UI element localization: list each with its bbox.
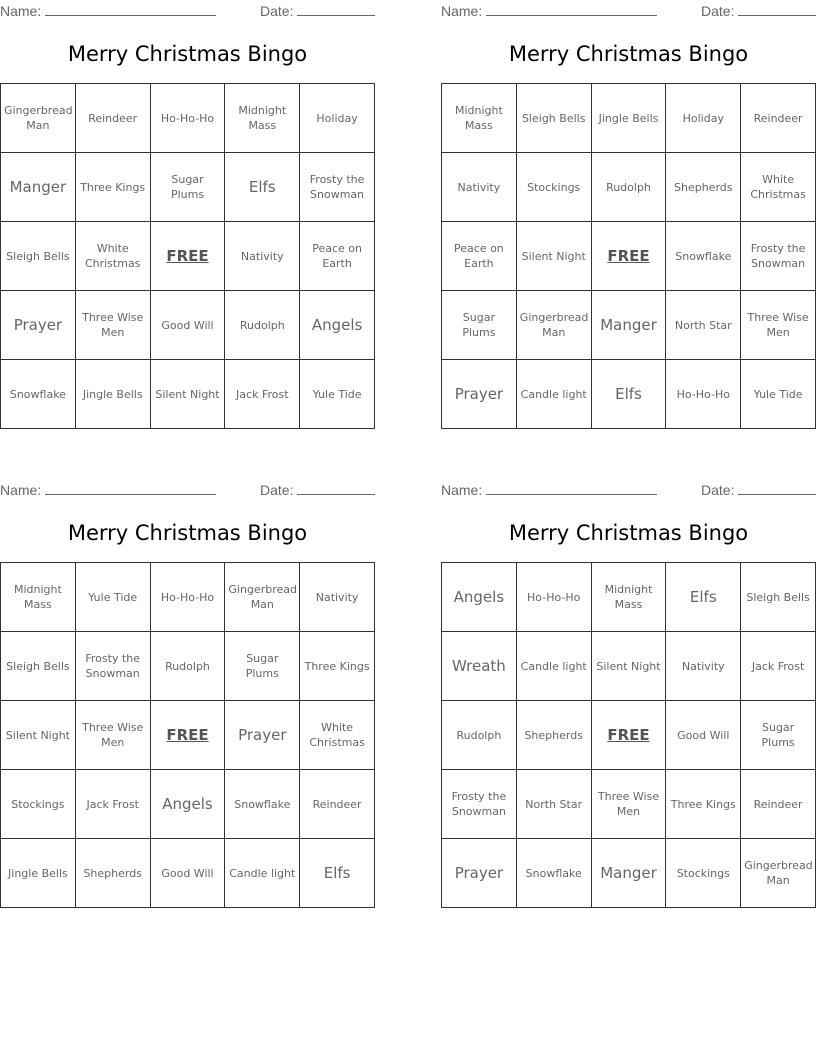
bingo-grid (0, 83, 375, 429)
bingo-cell[interactable]: Elfs (300, 839, 375, 908)
bingo-cell[interactable]: Sleigh Bells (1, 222, 76, 291)
card-title: Merry Christmas Bingo (508, 521, 749, 545)
bingo-cell[interactable]: Sleigh Bells (1, 632, 76, 701)
bingo-cell[interactable]: Three Wise Men (741, 291, 816, 360)
bingo-cell[interactable]: Rudolph (442, 701, 517, 770)
bingo-cell[interactable]: Candle light (225, 839, 300, 908)
bingo-cell[interactable]: Rudolph (591, 153, 666, 222)
bingo-cell[interactable]: Nativity (442, 153, 517, 222)
bingo-cell[interactable]: White Christmas (300, 701, 375, 770)
bingo-cell[interactable]: Silent Night (516, 222, 591, 291)
card-header (441, 479, 816, 501)
bingo-grid (441, 562, 816, 908)
bingo-cell[interactable]: Good Will (666, 701, 741, 770)
bingo-cell[interactable]: Stockings (516, 153, 591, 222)
free-space[interactable]: FREE (591, 222, 666, 291)
bingo-row (1, 701, 375, 770)
free-space[interactable]: FREE (150, 701, 225, 770)
name-blank-line[interactable] (45, 2, 216, 16)
bingo-cell[interactable]: Jack Frost (741, 632, 816, 701)
bingo-cell[interactable]: Stockings (666, 839, 741, 908)
bingo-grid (0, 562, 375, 908)
bingo-cell[interactable]: Nativity (300, 563, 375, 632)
bingo-card (441, 0, 816, 403)
date-field[interactable] (701, 481, 816, 498)
bingo-cell[interactable]: Ho-Ho-Ho (150, 84, 225, 153)
date-field[interactable] (260, 2, 375, 19)
date-field[interactable] (260, 481, 375, 498)
bingo-cell[interactable]: Prayer (225, 701, 300, 770)
bingo-cell[interactable]: Frosty the Snowman (442, 770, 517, 839)
bingo-row (442, 360, 816, 429)
bingo-cell[interactable]: Prayer (442, 839, 517, 908)
bingo-cell[interactable]: Yule Tide (741, 360, 816, 429)
bingo-cell[interactable]: Manger (1, 153, 76, 222)
bingo-row (442, 701, 816, 770)
name-blank-line[interactable] (486, 2, 657, 16)
bingo-row (442, 222, 816, 291)
bingo-cell[interactable]: Manger (591, 839, 666, 908)
bingo-cell[interactable]: Jingle Bells (1, 839, 76, 908)
bingo-card (0, 479, 375, 882)
bingo-cell[interactable]: Peace on Earth (442, 222, 517, 291)
bingo-cell[interactable]: Elfs (591, 360, 666, 429)
name-blank-line[interactable] (45, 481, 216, 495)
bingo-cell[interactable]: Three Kings (300, 632, 375, 701)
name-label: Name: (441, 482, 483, 498)
date-field[interactable] (701, 2, 816, 19)
bingo-cell[interactable]: Jack Frost (75, 770, 150, 839)
date-blank-line[interactable] (297, 2, 375, 16)
bingo-cell[interactable]: Snowflake (516, 839, 591, 908)
bingo-cell[interactable]: Sleigh Bells (516, 84, 591, 153)
bingo-cell[interactable]: Gingerbread Man (741, 839, 816, 908)
name-field[interactable] (0, 2, 216, 19)
bingo-row (442, 839, 816, 908)
bingo-cell[interactable]: Frosty the Snowman (300, 153, 375, 222)
bingo-cell[interactable]: Jingle Bells (591, 84, 666, 153)
name-field[interactable] (441, 2, 657, 19)
bingo-cell[interactable]: Good Will (150, 839, 225, 908)
bingo-row (1, 632, 375, 701)
bingo-cell[interactable]: Jack Frost (225, 360, 300, 429)
bingo-cell[interactable]: Manger (591, 291, 666, 360)
bingo-row (442, 770, 816, 839)
bingo-cell[interactable]: Yule Tide (300, 360, 375, 429)
bingo-cell[interactable]: Candle light (516, 632, 591, 701)
bingo-cell[interactable]: Gingerbread Man (225, 563, 300, 632)
bingo-cell[interactable]: Nativity (225, 222, 300, 291)
bingo-cell[interactable]: Midnight Mass (442, 84, 517, 153)
bingo-cell[interactable]: Yule Tide (75, 563, 150, 632)
name-blank-line[interactable] (486, 481, 657, 495)
bingo-cell[interactable]: Ho-Ho-Ho (516, 563, 591, 632)
bingo-cell[interactable]: Elfs (225, 153, 300, 222)
bingo-cell[interactable]: Snowflake (666, 222, 741, 291)
bingo-row (1, 563, 375, 632)
card-header (0, 479, 375, 501)
bingo-cell[interactable]: North Star (666, 291, 741, 360)
bingo-cell[interactable]: Good Will (150, 291, 225, 360)
bingo-cell[interactable]: Prayer (1, 291, 76, 360)
name-label: Name: (441, 3, 483, 19)
date-blank-line[interactable] (738, 481, 816, 495)
name-field[interactable] (441, 481, 657, 498)
bingo-cell[interactable]: Reindeer (75, 84, 150, 153)
bingo-cell[interactable]: Nativity (666, 632, 741, 701)
bingo-row (1, 770, 375, 839)
bingo-cell[interactable]: Reindeer (300, 770, 375, 839)
bingo-cell[interactable]: Candle light (516, 360, 591, 429)
bingo-cell[interactable]: Midnight Mass (591, 563, 666, 632)
bingo-cell[interactable]: Gingerbread Man (1, 84, 76, 153)
bingo-cell[interactable]: Rudolph (150, 632, 225, 701)
bingo-row (442, 563, 816, 632)
bingo-cell[interactable]: Reindeer (741, 770, 816, 839)
bingo-cell[interactable]: Elfs (666, 563, 741, 632)
card-title: Merry Christmas Bingo (67, 42, 308, 66)
bingo-cell[interactable]: Rudolph (225, 291, 300, 360)
name-label: Name: (0, 482, 42, 498)
bingo-cell[interactable]: Peace on Earth (300, 222, 375, 291)
bingo-cell[interactable]: Prayer (442, 360, 517, 429)
bingo-row (442, 84, 816, 153)
name-field[interactable] (0, 481, 216, 498)
bingo-row (1, 84, 375, 153)
bingo-row (442, 153, 816, 222)
bingo-cell[interactable]: Wreath (442, 632, 517, 701)
bingo-cell[interactable]: Sugar Plums (150, 153, 225, 222)
date-blank-line[interactable] (297, 481, 375, 495)
bingo-row (442, 632, 816, 701)
card-title: Merry Christmas Bingo (508, 42, 749, 66)
bingo-cell[interactable]: Angels (300, 291, 375, 360)
date-blank-line[interactable] (738, 2, 816, 16)
bingo-cell[interactable]: Frosty the Snowman (741, 222, 816, 291)
bingo-cell[interactable]: Three Kings (75, 153, 150, 222)
card-header (0, 0, 375, 22)
bingo-cell[interactable]: Holiday (666, 84, 741, 153)
bingo-row (1, 291, 375, 360)
date-label: Date: (701, 3, 735, 19)
bingo-cell[interactable]: Jingle Bells (75, 360, 150, 429)
bingo-row (442, 291, 816, 360)
card-header (441, 0, 816, 22)
bingo-cell[interactable]: Angels (442, 563, 517, 632)
bingo-cell[interactable]: White Christmas (75, 222, 150, 291)
bingo-cell[interactable]: Three Wise Men (75, 701, 150, 770)
bingo-cell[interactable]: Shepherds (75, 839, 150, 908)
bingo-cell[interactable]: Shepherds (516, 701, 591, 770)
bingo-cell[interactable]: Sleigh Bells (741, 563, 816, 632)
free-space[interactable]: FREE (591, 701, 666, 770)
bingo-cell[interactable]: Gingerbread Man (516, 291, 591, 360)
card-title: Merry Christmas Bingo (67, 521, 308, 545)
bingo-cell[interactable]: Midnight Mass (1, 563, 76, 632)
bingo-grid (441, 83, 816, 429)
bingo-cell[interactable]: Snowflake (225, 770, 300, 839)
free-space[interactable]: FREE (150, 222, 225, 291)
bingo-row (1, 222, 375, 291)
bingo-cell[interactable]: Midnight Mass (225, 84, 300, 153)
bingo-cell[interactable]: Three Wise Men (75, 291, 150, 360)
bingo-cell[interactable]: Sugar Plums (225, 632, 300, 701)
bingo-cell[interactable]: Holiday (300, 84, 375, 153)
bingo-card (0, 0, 375, 401)
bingo-row (1, 360, 375, 429)
bingo-cell[interactable]: Snowflake (1, 360, 76, 429)
bingo-cell[interactable]: Sugar Plums (741, 701, 816, 770)
bingo-cell[interactable]: Sugar Plums (442, 291, 517, 360)
bingo-row (1, 839, 375, 908)
name-label: Name: (0, 3, 42, 19)
bingo-cell[interactable]: Three Kings (666, 770, 741, 839)
bingo-cell[interactable]: Stockings (1, 770, 76, 839)
date-label: Date: (260, 482, 294, 498)
bingo-cell[interactable]: Reindeer (741, 84, 816, 153)
bingo-cell[interactable]: Silent Night (591, 632, 666, 701)
bingo-cell[interactable]: White Christmas (741, 153, 816, 222)
bingo-cell[interactable]: Shepherds (666, 153, 741, 222)
bingo-cell[interactable]: North Star (516, 770, 591, 839)
bingo-cell[interactable]: Angels (150, 770, 225, 839)
bingo-cell[interactable]: Ho-Ho-Ho (666, 360, 741, 429)
bingo-cell[interactable]: Three Wise Men (591, 770, 666, 839)
bingo-cell[interactable]: Ho-Ho-Ho (150, 563, 225, 632)
bingo-row (1, 153, 375, 222)
bingo-cell[interactable]: Silent Night (150, 360, 225, 429)
bingo-cell[interactable]: Silent Night (1, 701, 76, 770)
date-label: Date: (701, 482, 735, 498)
bingo-card (441, 479, 816, 887)
bingo-cell[interactable]: Frosty the Snowman (75, 632, 150, 701)
date-label: Date: (260, 3, 294, 19)
